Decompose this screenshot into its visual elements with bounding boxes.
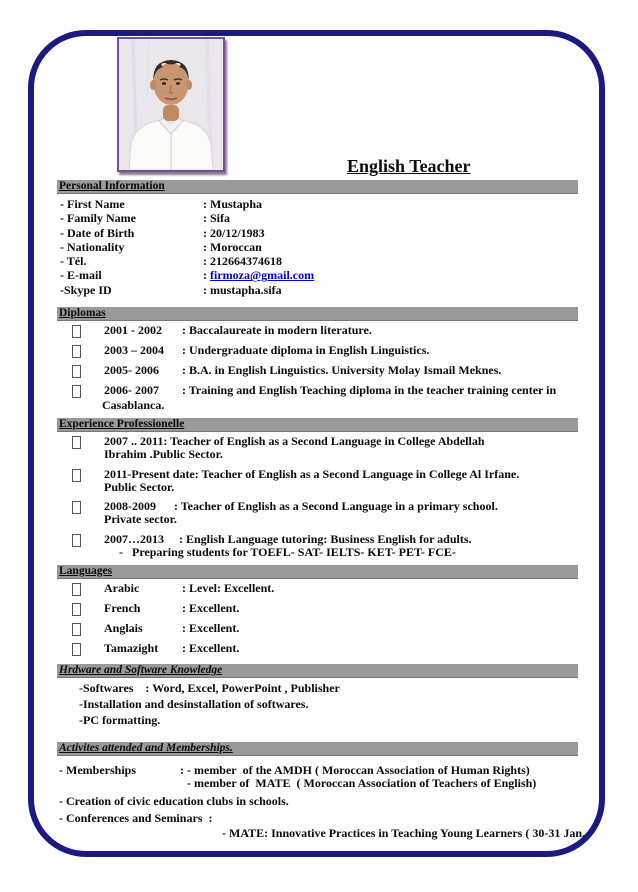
profile-photo — [117, 37, 225, 172]
diploma-desc: : Undergraduate diploma in English Linguistics. — [182, 343, 430, 358]
memberships-line2: - member of MATE ( Moroccan Association of Teachers of English) — [187, 776, 537, 791]
experience-line: 2007…2013 : English Language tutoring: Business English for adults. — [104, 531, 472, 546]
mate-conference-line: - MATE: Innovative Practices in Teaching Young Learners ( 30-31 Jan. — [222, 825, 585, 840]
language-row — [57, 642, 578, 656]
memberships-value: : - member of the AMDH ( Moroccan Association of Human Rights) — [180, 762, 530, 777]
field-label: - Date of Birth — [60, 225, 135, 240]
diploma-desc: : B.A. in English Linguistics. University Molay Ismail Meknes. — [182, 363, 502, 378]
memberships-row — [57, 764, 578, 778]
personal-row — [57, 254, 578, 268]
diploma-row — [57, 344, 578, 358]
language-row — [57, 622, 578, 636]
language-name: Tamazight — [104, 640, 159, 655]
memberships-label: - Memberships — [59, 762, 136, 777]
bullet-box-icon — [72, 583, 81, 596]
hardware-line: -PC formatting. — [79, 712, 161, 727]
hardware-line: -Installation and desinstallation of softwares. — [79, 696, 309, 711]
personal-row — [57, 240, 578, 254]
field-label: - Family Name — [60, 211, 136, 226]
diploma-row — [57, 384, 578, 398]
bullet-box-icon — [72, 345, 81, 358]
experience-line: 2008-2009 : Teacher of English as a Second Language in a primary school. — [104, 499, 498, 514]
section-header-activities-memberships: Activites attended and Memberships. — [57, 742, 578, 755]
bullet-box-icon — [72, 643, 81, 656]
bullet-box-icon — [72, 469, 81, 482]
field-value — [203, 268, 314, 282]
section-header-experience: Experience Professionelle — [57, 418, 578, 431]
language-level: : Excellent. — [182, 640, 240, 655]
experience-item — [57, 533, 578, 559]
language-level: : Excellent. — [182, 600, 240, 615]
conferences-line: - Conferences and Seminars : — [59, 811, 213, 826]
experience-line: Private sector. — [104, 512, 177, 527]
language-name: French — [104, 600, 141, 615]
experience-item — [57, 435, 578, 461]
diploma-row — [57, 324, 578, 338]
diploma-desc-wrap: Casablanca. — [102, 398, 165, 413]
personal-row — [57, 226, 578, 240]
section-header-diplomas: Diplomas — [57, 307, 578, 320]
experience-line: Ibrahim .Public Sector. — [104, 447, 223, 462]
experience-item — [57, 500, 578, 526]
diploma-row — [57, 364, 578, 378]
field-label: - First Name — [60, 197, 125, 211]
bullet-box-icon — [72, 436, 81, 449]
diploma-desc: : Baccalaureate in modern literature. — [182, 323, 372, 338]
diploma-date: 2005- 2006 — [104, 363, 159, 378]
email-link[interactable]: firmoza@gmail.com — [210, 268, 315, 283]
experience-subline: - Preparing students for TOEFL- SAT- IELTS- KET- PET- FCE- — [119, 544, 456, 559]
experience-item — [57, 468, 578, 494]
bullet-box-icon — [72, 365, 81, 378]
field-value: : 20/12/1983 — [203, 225, 265, 240]
field-label: - Tél. — [60, 254, 87, 269]
diploma-date: 2006- 2007 — [104, 383, 159, 398]
personal-row — [57, 211, 578, 225]
language-row — [57, 602, 578, 616]
field-label: - Nationality — [60, 239, 125, 254]
language-level: : Excellent. — [182, 620, 240, 635]
bullet-box-icon — [72, 385, 81, 398]
personal-row-email — [57, 268, 578, 282]
language-level: : Level: Excellent. — [182, 580, 275, 595]
experience-line: 2007 .. 2011: Teacher of English as a Second Language in College Abdellah — [104, 434, 485, 449]
field-label: -Skype ID — [60, 282, 112, 297]
field-value: : Mustapha — [203, 197, 263, 211]
bullet-box-icon — [72, 534, 81, 547]
field-value: : Moroccan — [203, 239, 262, 254]
cv-content — [57, 180, 585, 840]
section-header-hardware-software: Hrdware and Software Knowledge — [57, 664, 578, 677]
diploma-desc: : Training and English Teaching diploma in the teacher training center in — [182, 383, 557, 398]
language-name: Arabic — [104, 580, 140, 595]
field-value: : mustapha.sifa — [203, 282, 282, 297]
bullet-box-icon — [72, 623, 81, 636]
language-name: Anglais — [104, 620, 143, 635]
creation-line: - Creation of civic education clubs in schools. — [59, 793, 289, 808]
field-value: : 212664374618 — [203, 254, 282, 269]
experience-line: Public Sector. — [104, 479, 175, 494]
bullet-box-icon — [72, 325, 81, 338]
diploma-date: 2003 – 2004 — [104, 343, 164, 358]
section-header-personal-information: Personal Information — [57, 180, 578, 193]
bullet-box-icon — [72, 501, 81, 514]
hardware-line: -Softwares : Word, Excel, PowerPoint , Publisher — [79, 680, 340, 695]
portrait-photo-icon — [119, 39, 223, 170]
bullet-box-icon — [72, 603, 81, 616]
field-label: - E-mail — [60, 268, 102, 283]
language-row — [57, 582, 578, 596]
personal-row — [57, 197, 578, 211]
section-header-languages: Languages — [57, 565, 578, 578]
email-colon: : — [203, 268, 210, 283]
page-title: English Teacher — [347, 156, 471, 176]
field-value: : Sifa — [203, 211, 230, 226]
experience-line: 2011-Present date: Teacher of English as a Second Language in College Al Irfane. — [104, 466, 520, 481]
personal-row — [57, 283, 578, 297]
diploma-date: 2001 - 2002 — [104, 323, 162, 338]
